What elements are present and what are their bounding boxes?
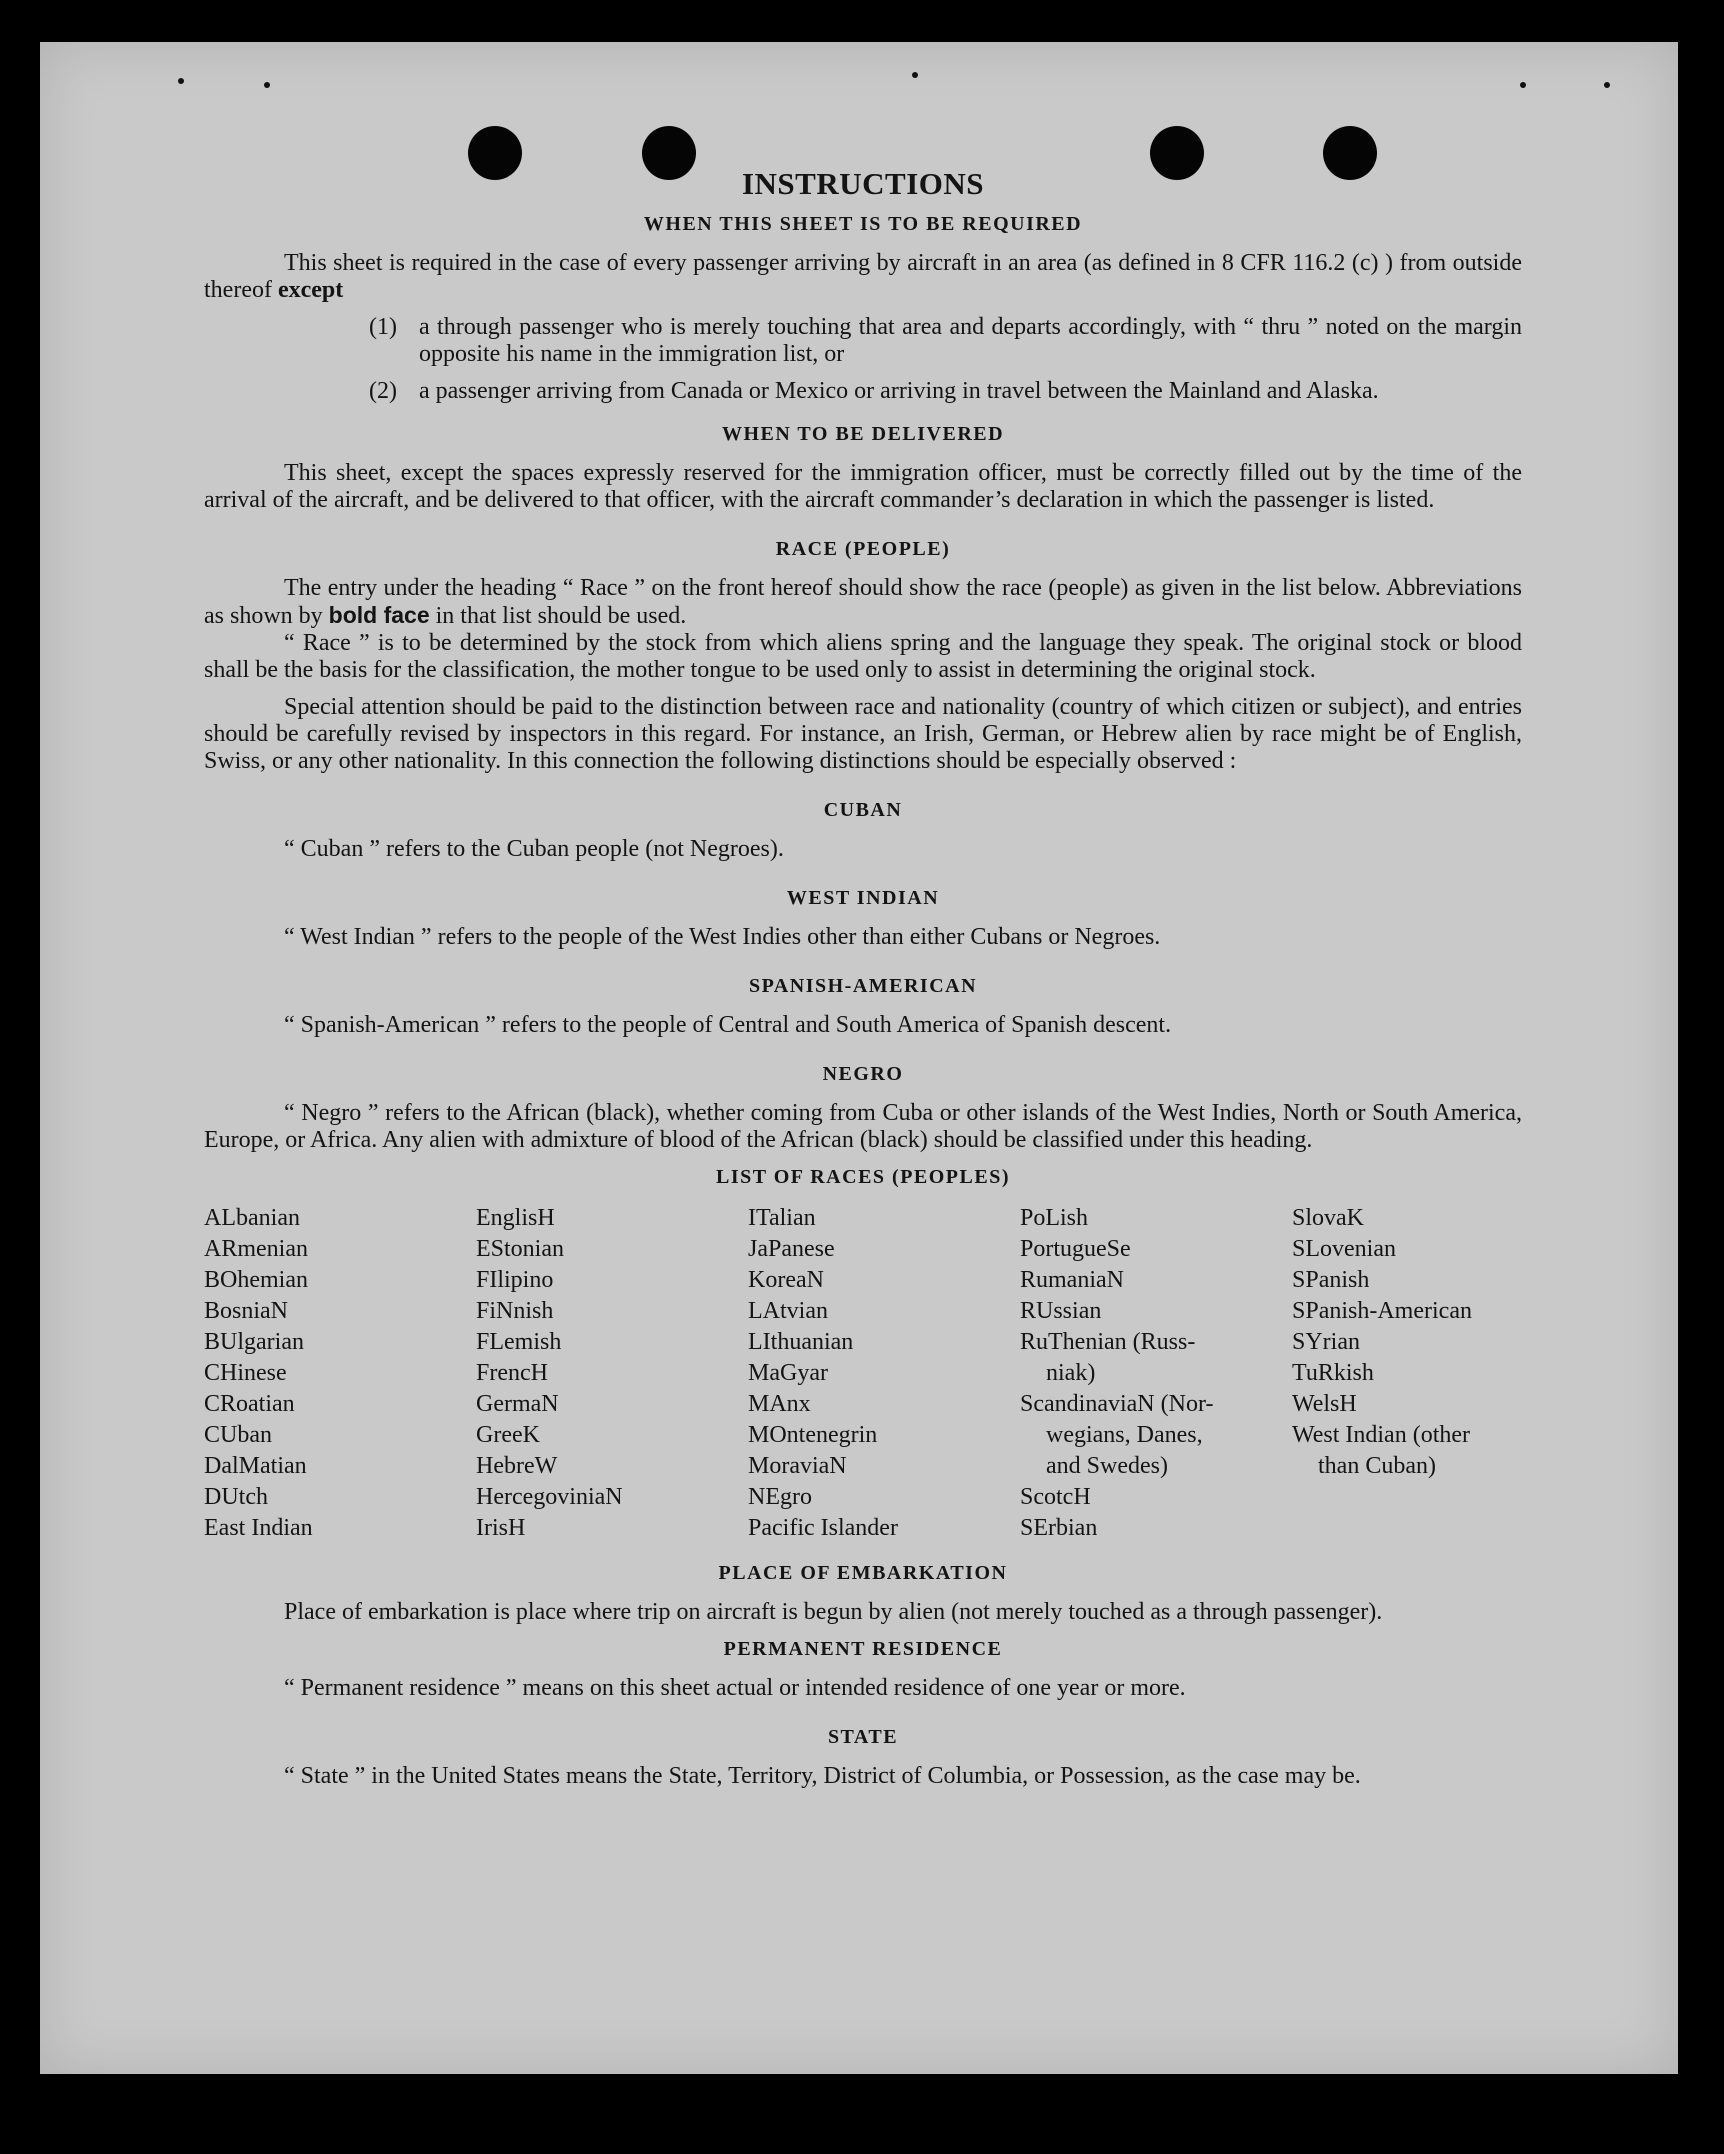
race-item: PortugueSe (1020, 1236, 1131, 1262)
race-item: FiNnish (476, 1298, 554, 1324)
heading-when-delivered: WHEN TO BE DELIVERED (721, 423, 1005, 445)
race-item: FrencH (476, 1360, 548, 1386)
race-item: IrisH (476, 1515, 526, 1541)
race-item: KoreaN (748, 1267, 824, 1293)
page-title: INSTRUCTIONS (741, 166, 984, 201)
race-item: EnglisH (476, 1205, 555, 1231)
race-item-continuation: wegians, Danes, (1046, 1422, 1203, 1448)
race-item: ITalian (748, 1205, 816, 1231)
race-item: FLemish (476, 1329, 562, 1355)
race-item: GreeK (476, 1422, 540, 1448)
race-item-continuation: and Swedes) (1046, 1453, 1168, 1479)
races-column-4 (1020, 1203, 1292, 1544)
heading-negro: NEGRO (822, 1063, 904, 1085)
race-item: EStonian (476, 1236, 564, 1262)
race-item: JaPanese (748, 1236, 835, 1262)
heading-state: STATE (827, 1726, 899, 1748)
race-item: DalMatian (204, 1453, 307, 1479)
race-item: MOntenegrin (748, 1422, 878, 1448)
race-item: BUlgarian (204, 1329, 304, 1355)
race-item: SYrian (1292, 1329, 1360, 1355)
speck (1604, 82, 1610, 88)
speck (1520, 82, 1526, 88)
race-item: SlovaK (1292, 1205, 1364, 1231)
races-column-5 (1292, 1203, 1522, 1544)
races-column-2 (476, 1203, 748, 1544)
heading-when-required: WHEN THIS SHEET IS TO BE REQUIRED (643, 213, 1083, 235)
race-item: West Indian (other (1292, 1422, 1471, 1448)
race-item: CHinese (204, 1360, 287, 1386)
race-item: GermaN (476, 1391, 559, 1417)
heading-place-of-embarkation: PLACE OF EMBARKATION (718, 1562, 1008, 1584)
race-item: MoraviaN (748, 1453, 847, 1479)
required-intro: This sheet is required in the case of every passenger arriving by aircraft in an area (as defined in 8 CFR 116.2 (c) ) from outside thereof except (204, 250, 1522, 303)
race-item: HercegoviniaN (476, 1484, 623, 1510)
speck (178, 78, 184, 84)
race-paragraph-1: The entry under the heading “ Race ” on the front hereof should show the race (people) as given in the list below. Abbreviations as shown by bold face in that list should be used. (204, 575, 1522, 629)
race-item: SPanish (1292, 1267, 1370, 1293)
race-item: PoLish (1020, 1205, 1089, 1231)
instructions-content (204, 166, 1522, 1790)
races-column-1 (204, 1203, 476, 1544)
heading-race: RACE (PEOPLE) (775, 538, 951, 560)
race-item: CUban (204, 1422, 272, 1448)
race-item: RuThenian (Russ- (1020, 1329, 1196, 1355)
spanish-american-text: “ Spanish-American ” refers to the people of Central and South America of Spanish descent. (284, 1012, 1172, 1038)
race-item: LIthuanian (748, 1329, 854, 1355)
heading-west-indian: WEST INDIAN (786, 887, 940, 909)
race-item: LAtvian (748, 1298, 828, 1324)
race-item: BOhemian (204, 1267, 308, 1293)
embarkation-text: Place of embarkation is place where trip on aircraft is begun by alien (not merely touched as a through passenger). (284, 1599, 1383, 1625)
race-item: BosniaN (204, 1298, 288, 1324)
race-item-continuation: than Cuban) (1318, 1453, 1436, 1479)
required-item-1: (1) a through passenger who is merely touching that area and departs accordingly, with “ thru ” noted on the margin opposite his name in the immigration list, or (369, 314, 1522, 367)
race-paragraph-2: “ Race ” is to be determined by the stock from which aliens spring and the language they speak. The original stock or blood shall be the basis for the classification, the mother tongue to be used only to assist in determining the original stock. (204, 630, 1522, 683)
speck (912, 72, 918, 78)
race-item: East Indian (204, 1515, 313, 1541)
race-item: SPanish-American (1292, 1298, 1472, 1324)
heading-list-of-races: LIST OF RACES (PEOPLES) (715, 1166, 1010, 1188)
race-item: HebreW (476, 1453, 558, 1479)
speck (264, 82, 270, 88)
heading-spanish-american: SPANISH-AMERICAN (748, 975, 978, 997)
race-item: CRoatian (204, 1391, 295, 1417)
state-text: “ State ” in the United States means the State, Territory, District of Columbia, or Possession, as the case may be. (284, 1763, 1361, 1789)
residence-text: “ Permanent residence ” means on this sheet actual or intended residence of one year or more. (284, 1675, 1186, 1701)
delivered-text: This sheet, except the spaces expressly reserved for the immigration officer, must be correctly filled out by the time of the arrival of the aircraft, and be delivered to that officer, with the aircraft commander’s declaration in which the passenger is listed. (204, 460, 1522, 513)
races-column-3 (748, 1203, 1020, 1544)
race-item: TuRkish (1292, 1360, 1374, 1386)
race-item: NEgro (748, 1484, 812, 1510)
race-item: RumaniaN (1020, 1267, 1124, 1293)
race-item: ScotcH (1020, 1484, 1091, 1510)
race-item: WelsH (1292, 1391, 1357, 1417)
race-item-continuation: niak) (1046, 1360, 1096, 1386)
west-indian-text: “ West Indian ” refers to the people of the West Indies other than either Cubans or Negroes. (284, 924, 1161, 950)
race-item: Pacific Islander (748, 1515, 898, 1541)
race-item: FIlipino (476, 1267, 554, 1293)
cuban-text: “ Cuban ” refers to the Cuban people (not Negroes). (284, 836, 784, 862)
race-item: SLovenian (1292, 1236, 1396, 1262)
race-paragraph-3: Special attention should be paid to the distinction between race and nationality (country of which citizen or subject), and entries should be carefully revised by inspectors in this regard. For instance, an Irish, German, or Hebrew alien by race might be of English, Swiss, or any other nationality. In this connection the following distinctions should be especially observed : (204, 694, 1522, 774)
race-item: ALbanian (204, 1205, 300, 1231)
races-list (204, 1203, 1522, 1544)
race-item: DUtch (204, 1484, 268, 1510)
race-item: RUssian (1020, 1298, 1102, 1324)
race-item: MAnx (748, 1391, 811, 1417)
heading-permanent-residence: PERMANENT RESIDENCE (723, 1638, 1003, 1660)
race-item: SErbian (1020, 1515, 1098, 1541)
race-item: ScandinaviaN (Nor- (1020, 1391, 1214, 1417)
race-item: MaGyar (748, 1360, 828, 1386)
required-item-2: (2) a passenger arriving from Canada or Mexico or arriving in travel between the Mainland and Alaska. (369, 378, 1379, 404)
negro-text: “ Negro ” refers to the African (black), whether coming from Cuba or other islands of the West Indies, North or South America, Europe, or Africa. Any alien with admixture of blood of the African (black) should be classified under this heading. (204, 1100, 1522, 1153)
race-item: ARmenian (204, 1236, 308, 1262)
heading-cuban: CUBAN (823, 799, 903, 821)
